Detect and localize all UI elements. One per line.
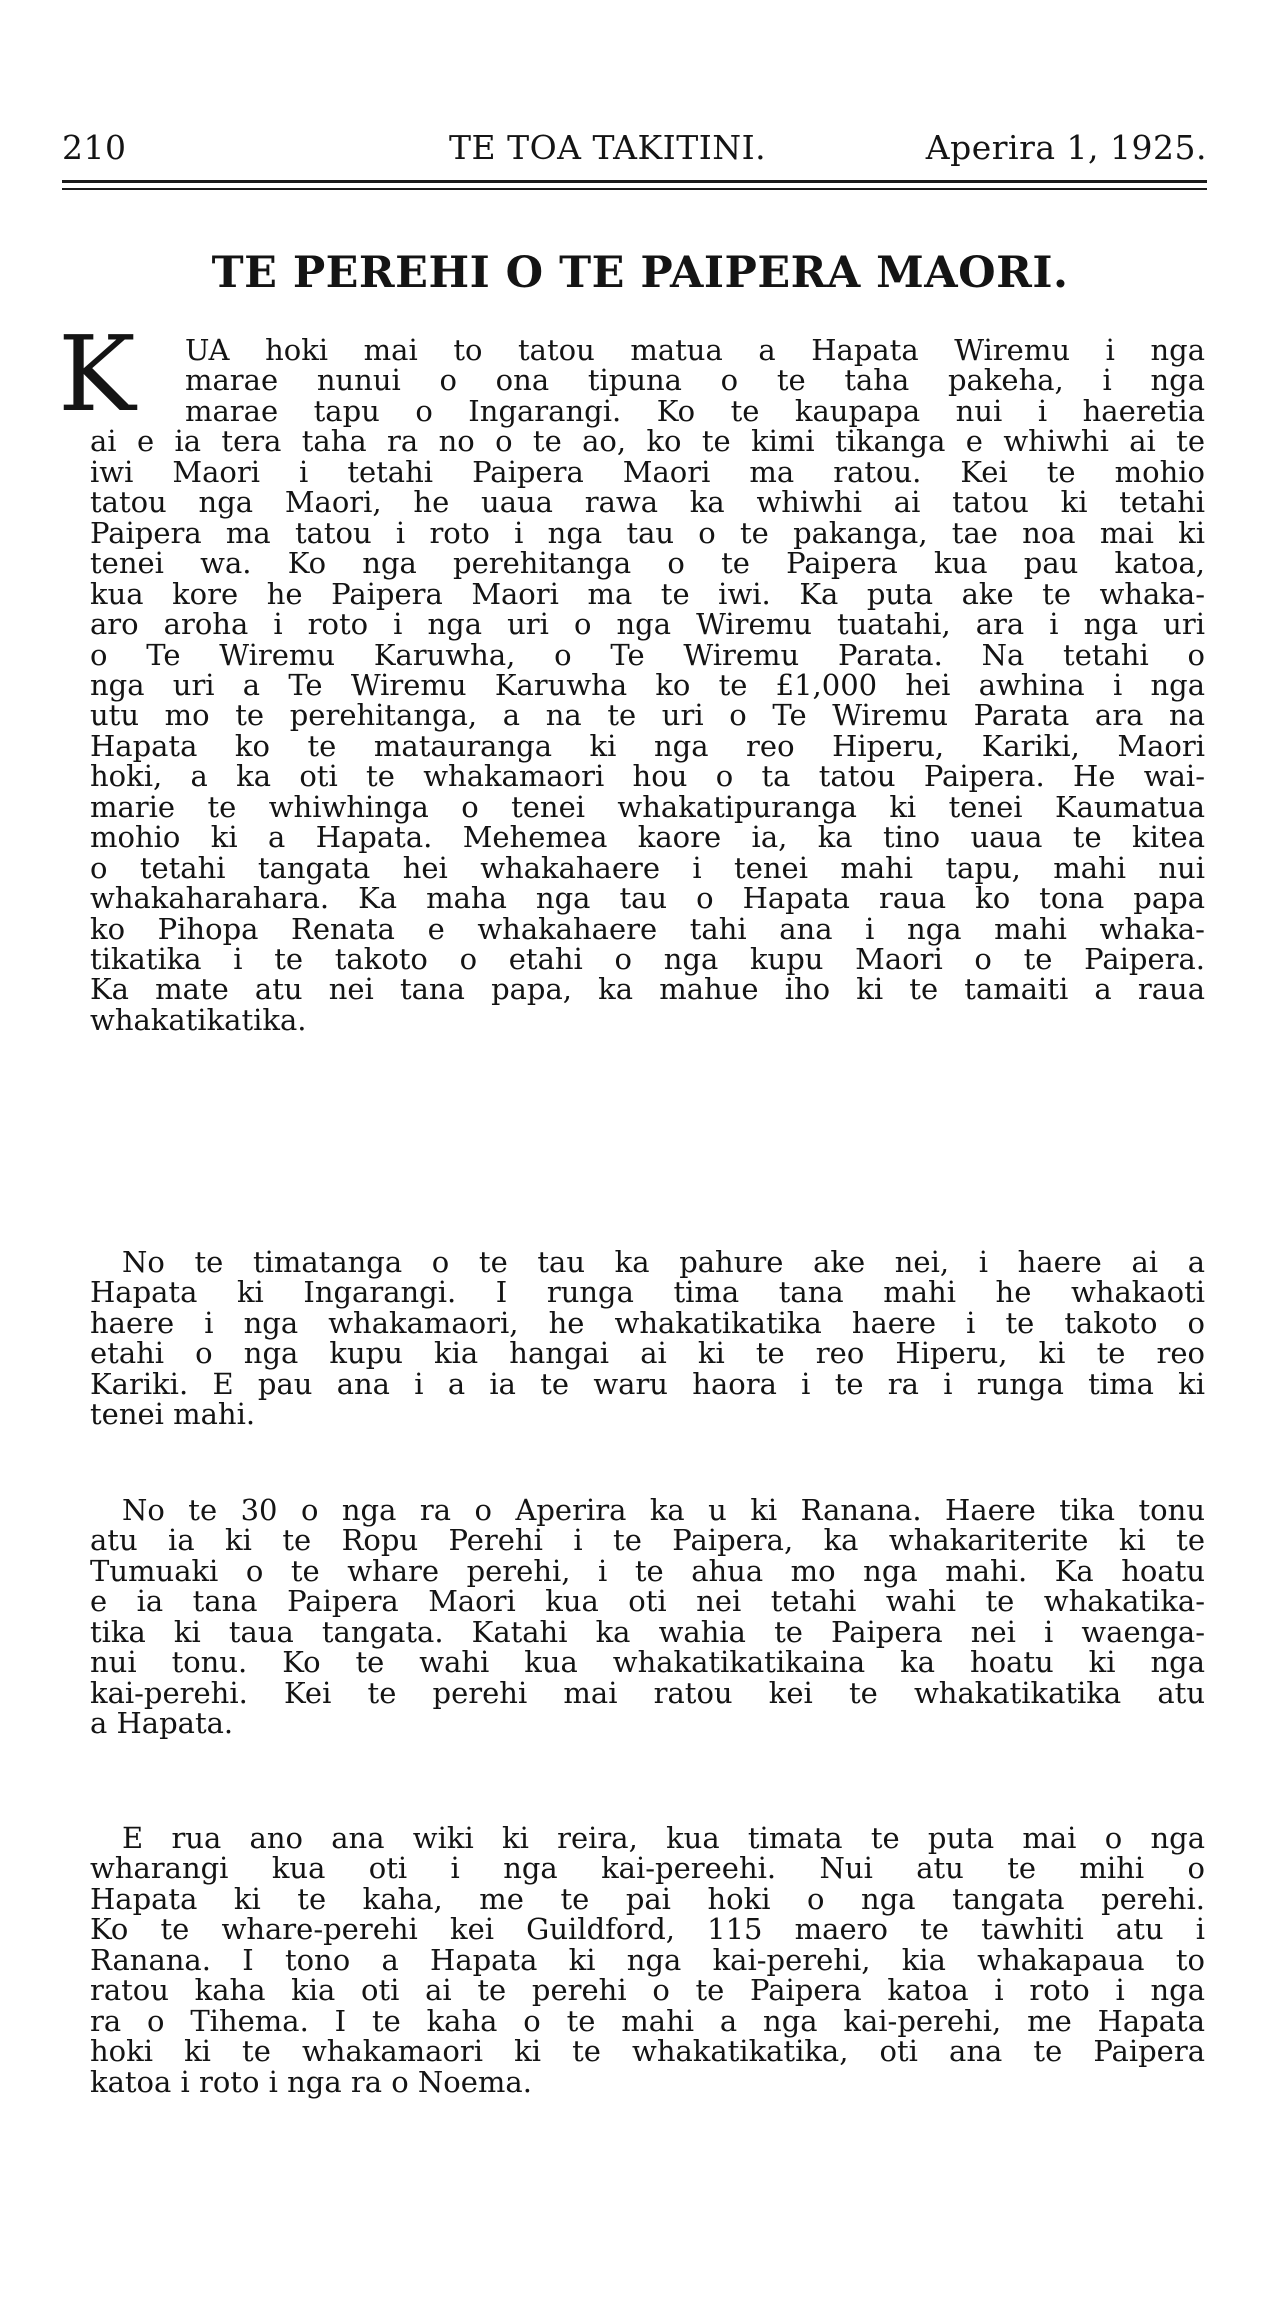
text-line: tikatika i te takoto o etahi o nga kupu Maori o te Paipera.	[90, 942, 1205, 976]
drop-cap: K	[58, 313, 136, 435]
text-line: ra o Tihema. I te kaha o te mahi a nga kai-perehi, me Hapata	[90, 2003, 1205, 2038]
text-line: Hapata ki Ingarangi. I runga tima tana mahi he whakaoti	[90, 1275, 1205, 1310]
text-line: Paipera ma tatou i roto i nga tau o te pakanga, tae noa mai ki	[90, 515, 1205, 550]
text-line: E rua ano ana wiki ki reira, kua timata te puta mai o nga	[122, 1821, 1205, 1855]
text-line: Ranana. I tono a Hapata ki nga kai-perehi, kia whakapaua to	[90, 1942, 1205, 1977]
text-line: Ka mate atu nei tana papa, ka mahue iho ki te tamaiti a raua	[90, 972, 1205, 1007]
text-line: tatou nga Maori, he uaua rawa ka whiwhi ai tatou ki tetahi	[90, 485, 1205, 520]
issue-date: Aperira 1, 1925.	[925, 128, 1207, 167]
text-line: mohio ki a Hapata. Mehemea kaore ia, ka tino uaua te kitea	[90, 820, 1205, 855]
text-line: marae nunui o ona tipuna o te taha pakeha, i nga	[185, 363, 1205, 398]
article-title: TE PEREHI O TE PAIPERA MAORI.	[211, 248, 1069, 298]
text-line: marie te whiwhinga o tenei whakatipuranga ki tenei Kaumatua	[90, 789, 1205, 824]
page-number: 210	[62, 128, 127, 167]
text-line: No te timatanga o te tau ka pahure ake nei, i haere ai a	[122, 1245, 1205, 1279]
header-rule-bottom	[62, 188, 1207, 190]
text-line: Ko te whare-perehi kei Guildford, 115 maero te tawhiti atu i	[90, 1912, 1205, 1947]
text-line: etahi o nga kupu kia hangai ai ki te reo Hiperu, ki te reo	[90, 1336, 1205, 1371]
text-line: ko Pihopa Renata e whakahaere tahi ana i nga mahi whaka-	[90, 911, 1205, 946]
text-line: whakatikatika.	[90, 1002, 307, 1037]
text-line: ratou kaha kia oti ai te perehi o te Paipera katoa i roto i nga	[90, 1973, 1205, 2008]
text-line: tenei mahi.	[90, 1397, 256, 1432]
text-line: Tumuaki o te whare perehi, i te ahua mo nga mahi. Ka hoatu	[90, 1553, 1205, 1588]
text-line: nga uri a Te Wiremu Karuwha ko te £1,000 hei awhina i nga	[90, 667, 1205, 702]
text-line: aro aroha i roto i nga uri o nga Wiremu tuatahi, ara i nga uri	[90, 607, 1205, 642]
text-line: nui tonu. Ko te wahi kua whakatikatikaina ka hoatu ki nga	[90, 1645, 1205, 1680]
text-line: o Te Wiremu Karuwha, o Te Wiremu Parata. Na tetahi o	[90, 637, 1205, 672]
text-line: hoki, a ka oti te whakamaori hou o ta tatou Paipera. He wai-	[90, 759, 1205, 794]
text-line: hoki ki te whakamaori ki te whakatikatika, oti ana te Paipera	[90, 2034, 1205, 2069]
text-line: wharangi kua oti i nga kai-pereehi. Nui atu te mihi o	[90, 1851, 1205, 1886]
text-line: UA hoki mai to tatou matua a Hapata Wiremu i nga	[185, 333, 1205, 367]
text-line: atu ia ki te Ropu Perehi i te Paipera, ka whakariterite ki te	[90, 1523, 1205, 1558]
text-line: utu mo te perehitanga, a na te uri o Te Wiremu Parata ara na	[90, 698, 1205, 733]
text-line: marae tapu o Ingarangi. Ko te kaupapa nui i haeretia	[185, 393, 1205, 428]
text-line: o tetahi tangata hei whakahaere i tenei mahi tapu, mahi nui	[90, 850, 1205, 885]
text-line: iwi Maori i tetahi Paipera Maori ma ratou. Kei te mohio	[90, 454, 1205, 489]
text-line: Hapata ki te kaha, me te pai hoki o nga tangata perehi.	[90, 1881, 1205, 1916]
header-rule-top	[62, 180, 1207, 183]
text-line: haere i nga whakamaori, he whakatikatika haere i te takoto o	[90, 1305, 1205, 1340]
text-line: No te 30 o nga ra o Aperira ka u ki Ranana. Haere tika tonu	[122, 1493, 1205, 1527]
text-line: e ia tana Paipera Maori kua oti nei tetahi wahi te whakatika-	[90, 1584, 1205, 1619]
text-line: tika ki taua tangata. Katahi ka wahia te Paipera nei i waenga-	[90, 1614, 1205, 1649]
text-line: tenei wa. Ko nga perehitanga o te Paipera kua pau katoa,	[90, 546, 1205, 581]
text-line: kua kore he Paipera Maori ma te iwi. Ka puta ake te whaka-	[90, 576, 1205, 611]
text-line: kai-perehi. Kei te perehi mai ratou kei te whakatikatika atu	[90, 1675, 1205, 1710]
text-line: ai e ia tera taha ra no o te ao, ko te kimi tikanga e whiwhi ai te	[90, 424, 1205, 459]
text-line: Hapata ko te matauranga ki nga reo Hiperu, Kariki, Maori	[90, 728, 1205, 763]
text-line: whakaharahara. Ka maha nga tau o Hapata raua ko tona papa	[90, 881, 1205, 916]
text-line: Kariki. E pau ana i a ia te waru haora i te ra i runga tima ki	[90, 1366, 1205, 1401]
journal-title: TE TOA TAKITINI.	[449, 128, 767, 167]
running-header	[62, 128, 1207, 174]
text-line: a Hapata.	[90, 1706, 234, 1741]
text-line: katoa i roto i nga ra o Noema.	[90, 2064, 532, 2099]
